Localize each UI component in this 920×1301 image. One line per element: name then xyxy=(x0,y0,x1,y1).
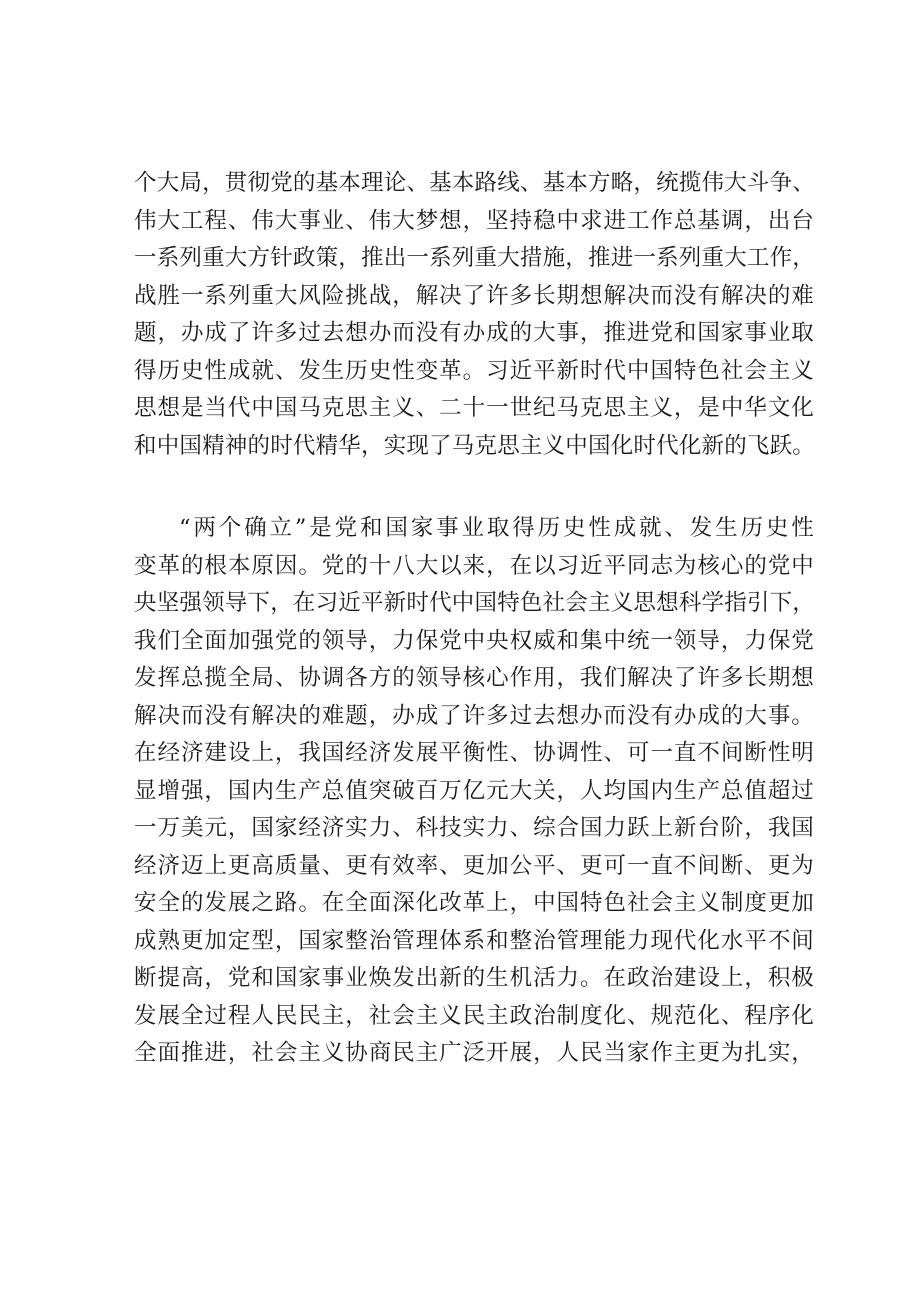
text-line: 一万美元，国家经济实力、科技实力、综合国力跃上新台阶，我国 xyxy=(134,815,814,841)
text-line: 发挥总揽全局、协调各方的领导核心作用，我们解决了许多长期想 xyxy=(134,665,814,691)
text-line: 题，办成了许多过去想办而没有办成的大事，推进党和国家事业取 xyxy=(134,320,814,346)
text-line: 发展全过程人民民主，社会主义民主政治制度化、规范化、程序化 xyxy=(134,1002,814,1029)
text-line: 全面推进，社会主义协商民主广泛开展，人民当家作主更为扎实， xyxy=(134,1040,814,1066)
text-line: 成熟更加定型，国家整治管理体系和整治管理能力现代化水平不间 xyxy=(134,927,814,954)
text-line: 变革的根本原因。党的十八大以来，在以习近平同志为核心的党中 xyxy=(134,552,814,579)
text-line: 一系列重大方针政策，推出一系列重大措施，推进一系列重大工作， xyxy=(134,245,816,271)
paragraph-1 xyxy=(134,165,814,465)
text-line: 央坚强领导下，在习近平新时代中国特色社会主义思想科学指引下， xyxy=(134,590,816,616)
text-line: 显增强，国内生产总值突破百万亿元大关，人均国内生产总值超过 xyxy=(134,777,814,804)
text-line: 解决而没有解决的难题，办成了许多过去想办而没有办成的大事。 xyxy=(134,702,814,729)
text-line: 思想是当代中国马克思主义、二十一世纪马克思主义，是中华文化 xyxy=(134,395,814,421)
text-line: 经济迈上更高质量、更有效率、更加公平、更可一直不间断、更为 xyxy=(134,852,814,879)
text-line: 断提高，党和国家事业焕发出新的生机活力。在政治建设上，积极 xyxy=(134,965,814,991)
text-line: 得历史性成就、发生历史性变革。习近平新时代中国特色社会主义 xyxy=(134,357,814,384)
text-line: 我们全面加强党的领导，力保党中央权威和集中统一领导，力保党 xyxy=(134,627,814,654)
text-line: 和中国精神的时代精华，实现了马克思主义中国化时代化新的飞跃。 xyxy=(134,432,816,459)
text-line: 伟大工程、伟大事业、伟大梦想，坚持稳中求进工作总基调，出台 xyxy=(134,207,814,234)
text-line: 个大局，贯彻党的基本理论、基本路线、基本方略，统揽伟大斗争、 xyxy=(134,170,816,196)
text-line: “两个确立”是党和国家事业取得历史性成就、发生历史性 xyxy=(179,515,814,541)
text-line: 战胜一系列重大风险挑战，解决了许多长期想解决而没有解决的难 xyxy=(134,282,814,309)
text-line: 安全的发展之路。在全面深化改革上，中国特色社会主义制度更加 xyxy=(134,890,814,916)
text-line: 在经济建设上，我国经济发展平衡性、协调性、可一直不间断性明 xyxy=(134,740,814,766)
paragraph-2 xyxy=(134,510,814,1073)
